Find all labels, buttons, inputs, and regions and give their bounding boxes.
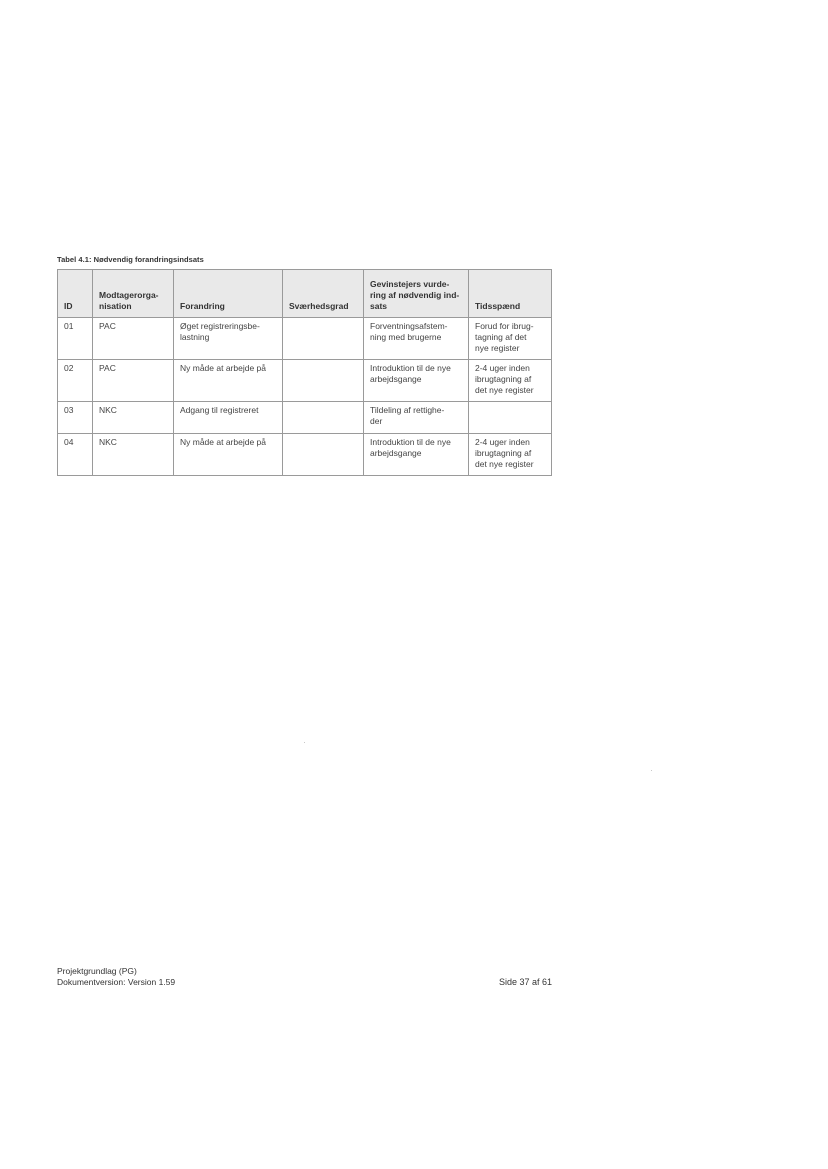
cell-id: 03 (58, 402, 93, 434)
cell-id: 01 (58, 318, 93, 360)
cell-difficulty (283, 402, 364, 434)
header-recipient-org: Modtagerorga- nisation (93, 270, 174, 318)
table-row (58, 360, 552, 402)
cell-owner-assessment: Introduktion til de nye arbejdsgange (364, 360, 469, 402)
header-timespan: Tidsspænd (469, 270, 552, 318)
table-caption: Tabel 4.1: Nødvendig forandringsindsats (57, 255, 204, 264)
cell-difficulty (283, 318, 364, 360)
scan-speck (651, 770, 652, 771)
header-owner-assessment: Gevinstejers vurde- ring af nødvendig ind- sats (364, 270, 469, 318)
cell-id: 02 (58, 360, 93, 402)
header-id: ID (58, 270, 93, 318)
scan-speck (304, 742, 305, 743)
header-change: Forandring (174, 270, 283, 318)
cell-owner-assessment: Introduktion til de nye arbejdsgange (364, 434, 469, 476)
cell-change: Ny måde at arbejde på (174, 434, 283, 476)
document-footer-left (57, 966, 175, 988)
table-row (58, 434, 552, 476)
footer-document-version: Dokumentversion: Version 1.59 (57, 977, 176, 987)
cell-timespan: 2-4 uger inden ibrugtagning af det nye register (469, 434, 552, 476)
footer-project-name: Projektgrundlag (PG) (57, 966, 137, 976)
cell-recipient-org: PAC (93, 360, 174, 402)
footer-page-number: Side 37 af 61 (498, 977, 552, 987)
cell-difficulty (283, 434, 364, 476)
cell-owner-assessment: Tildeling af rettighe- der (364, 402, 469, 434)
cell-change: Adgang til registreret (174, 402, 283, 434)
cell-change: Ny måde at arbejde på (174, 360, 283, 402)
cell-recipient-org: NKC (93, 434, 174, 476)
cell-timespan: Forud for ibrug- tagning af det nye register (469, 318, 552, 360)
header-difficulty: Sværhedsgrad (283, 270, 364, 318)
cell-recipient-org: NKC (93, 402, 174, 434)
cell-difficulty (283, 360, 364, 402)
cell-owner-assessment: Forventningsafstem- ning med brugerne (364, 318, 469, 360)
cell-id: 04 (58, 434, 93, 476)
table-row (58, 402, 552, 434)
cell-recipient-org: PAC (93, 318, 174, 360)
table-header-row (58, 270, 552, 318)
cell-timespan: 2-4 uger inden ibrugtagning af det nye register (469, 360, 552, 402)
cell-timespan (469, 402, 552, 434)
table-row (58, 318, 552, 360)
change-effort-table (57, 269, 552, 476)
cell-change: Øget registreringsbe- lastning (174, 318, 283, 360)
